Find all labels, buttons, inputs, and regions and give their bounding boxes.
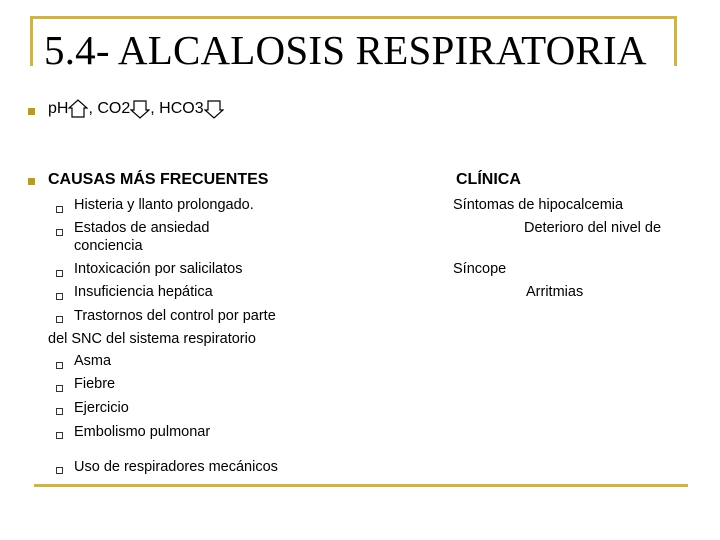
clinica-item: Arritmias [526, 284, 584, 300]
ph-label: pH [48, 100, 69, 118]
list-bullet [56, 408, 63, 415]
cause-item: Ejercicio [74, 400, 129, 416]
causas-heading: CAUSAS MÁS FRECUENTES [48, 171, 269, 188]
cause-item-continuation: conciencia [74, 238, 143, 254]
frame-left-line [30, 16, 33, 66]
list-bullet [56, 316, 63, 323]
list-bullet [56, 467, 63, 474]
bullet-square [28, 108, 35, 115]
clinica-item: Síncope [453, 261, 507, 277]
frame-right-line [674, 16, 677, 66]
hco3-label: , HCO3 [150, 100, 204, 118]
list-bullet [56, 362, 63, 369]
arrow-up-icon [68, 99, 88, 119]
cause-item: Trastornos del control por parte [74, 308, 276, 324]
clinica-heading: CLÍNICA [456, 171, 521, 188]
arrow-down-icon [204, 99, 224, 119]
list-bullet [56, 432, 63, 439]
frame-top-line [30, 16, 676, 19]
cause-item-continuation: del SNC del sistema respiratorio [48, 331, 256, 347]
list-bullet [56, 293, 63, 300]
cause-item: Histeria y llanto prolongado. [74, 197, 254, 213]
list-bullet [56, 229, 63, 236]
list-bullet [56, 270, 63, 277]
list-bullet [56, 206, 63, 213]
cause-item: Estados de ansiedad [74, 220, 210, 236]
clinica-item: Síntomas de hipocalcemia [453, 197, 624, 213]
arrow-down-icon [130, 99, 150, 119]
cause-item: Uso de respiradores mecánicos [74, 459, 278, 475]
cause-item: Fiebre [74, 376, 116, 392]
slide-title: 5.4- ALCALOSIS RESPIRATORIA [44, 27, 647, 73]
cause-item: Intoxicación por salicilatos [74, 261, 243, 277]
co2-label: , CO2 [88, 100, 131, 118]
cause-item: Insuficiencia hepática [74, 284, 213, 300]
frame-bottom-line [34, 484, 688, 487]
bullet-square [28, 178, 35, 185]
cause-item: Embolismo pulmonar [74, 424, 211, 440]
list-bullet [56, 385, 63, 392]
clinica-item: Deterioro del nivel de [524, 220, 662, 236]
ph-line [48, 99, 224, 119]
cause-item: Asma [74, 353, 112, 369]
